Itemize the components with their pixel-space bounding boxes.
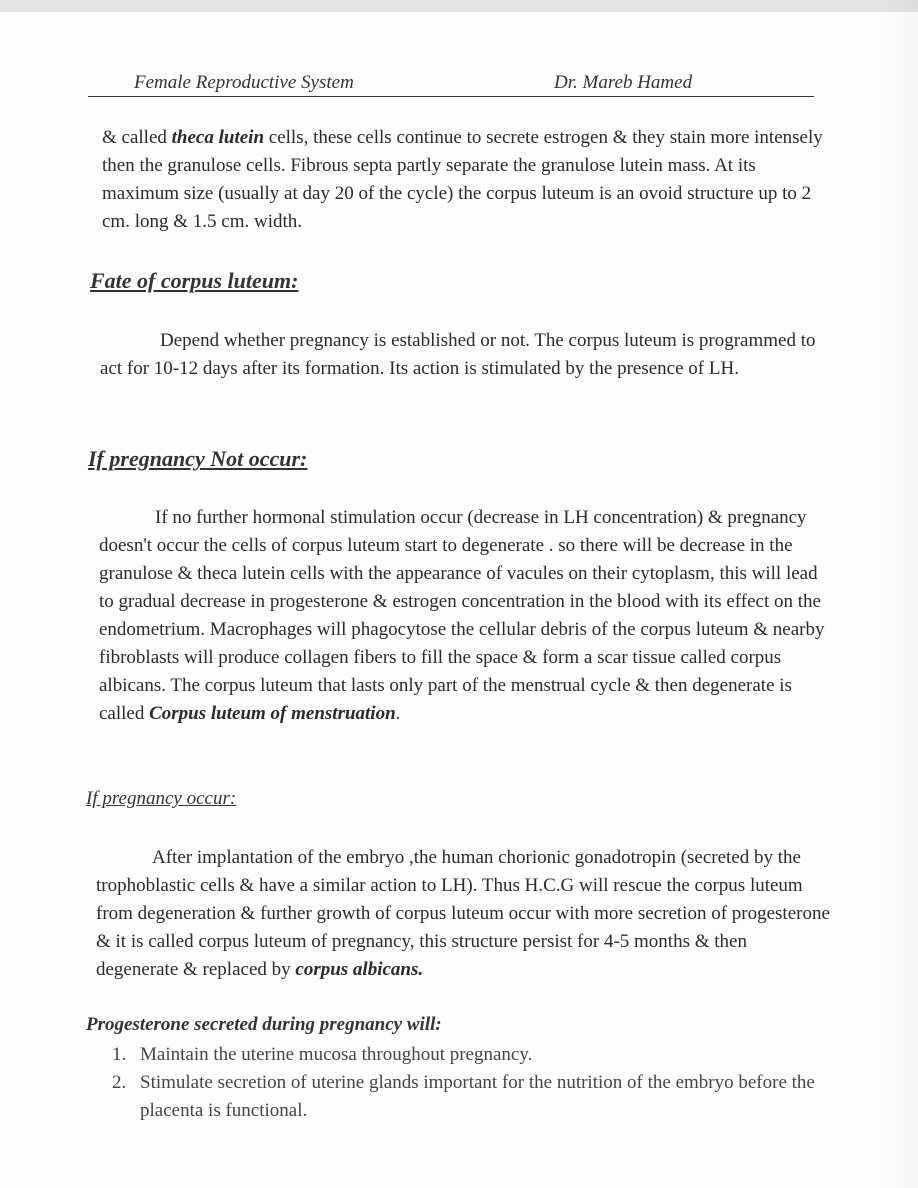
list-number: 1.	[112, 1044, 127, 1065]
list-item	[112, 1041, 832, 1069]
occur-paragraph	[96, 844, 831, 984]
fate-paragraph: Depend whether pregnancy is established or not. The corpus luteum is programmed to act for 10-12 days after its formation. Its action is stimulated by the presence of LH.	[100, 330, 816, 379]
not-occur-term: Corpus luteum of menstruation	[149, 703, 396, 724]
intro-lead: & called	[102, 127, 172, 148]
not-occur-heading: If pregnancy Not occur:	[88, 446, 308, 471]
not-occur-text: If no further hormonal stimulation occur (decrease in LH concentration) & pregnancy doesn't occur the cells of corpus luteum start to degenerate . so there will be decrease in the granulose & theca lutein cells with the appearance of vacules on their cytoplasm, this will lead to gradual decrease in progesterone & estrogen concentration in the blood with its effect on the endometrium. Macrophages will phagocytose the cellular debris of the corpus luteum & nearby fibroblasts will produce collagen fibers to fill the space & form a scar tissue called corpus albicans. The corpus luteum that lasts only part of the menstrual cycle & then degenerate is called	[99, 507, 825, 724]
not-occur-end: .	[395, 703, 401, 724]
header-title: Female Reproductive System	[134, 72, 354, 93]
running-header	[88, 70, 814, 97]
occur-text: After implantation of the embryo ,the human chorionic gonadotropin (secreted by the trophoblastic cells & have a similar action to LH). Thus H.C.G will rescue the corpus luteum from degeneration & further growth of corpus luteum occur with more secretion of progesterone & it is called corpus luteum of pregnancy, this structure persist for 4-5 months & then degenerate & replaced by	[96, 847, 830, 980]
list-item	[112, 1069, 832, 1125]
list-number: 2.	[112, 1072, 127, 1093]
not-occur-paragraph	[99, 504, 834, 728]
header-author: Dr. Mareb Hamed	[554, 72, 693, 93]
intro-text: cells, these cells continue to secrete estrogen & they stain more intensely then the granulose cells. Fibrous septa partly separate the granulose lutein mass. At its maximum size (usually at day 20 of the cycle) the corpus luteum is an ovoid structure up to 2 cm. long & 1.5 cm. width.	[102, 127, 823, 232]
list-text: Maintain the uterine mucosa throughout pregnancy.	[140, 1044, 533, 1065]
progesterone-heading: Progesterone secreted during pregnancy will:	[86, 1014, 442, 1035]
occur-term: corpus albicans.	[295, 959, 424, 980]
scan-edge	[0, 0, 918, 12]
scan-shadow	[878, 0, 918, 1188]
intro-term: theca lutein	[171, 127, 265, 148]
intro-paragraph	[102, 124, 832, 236]
occur-heading: If pregnancy occur:	[86, 788, 237, 809]
fate-heading: Fate of corpus luteum:	[90, 268, 299, 293]
list-text: Stimulate secretion of uterine glands important for the nutrition of the embryo before the placenta is functional.	[140, 1072, 815, 1121]
progesterone-list	[112, 1041, 832, 1125]
